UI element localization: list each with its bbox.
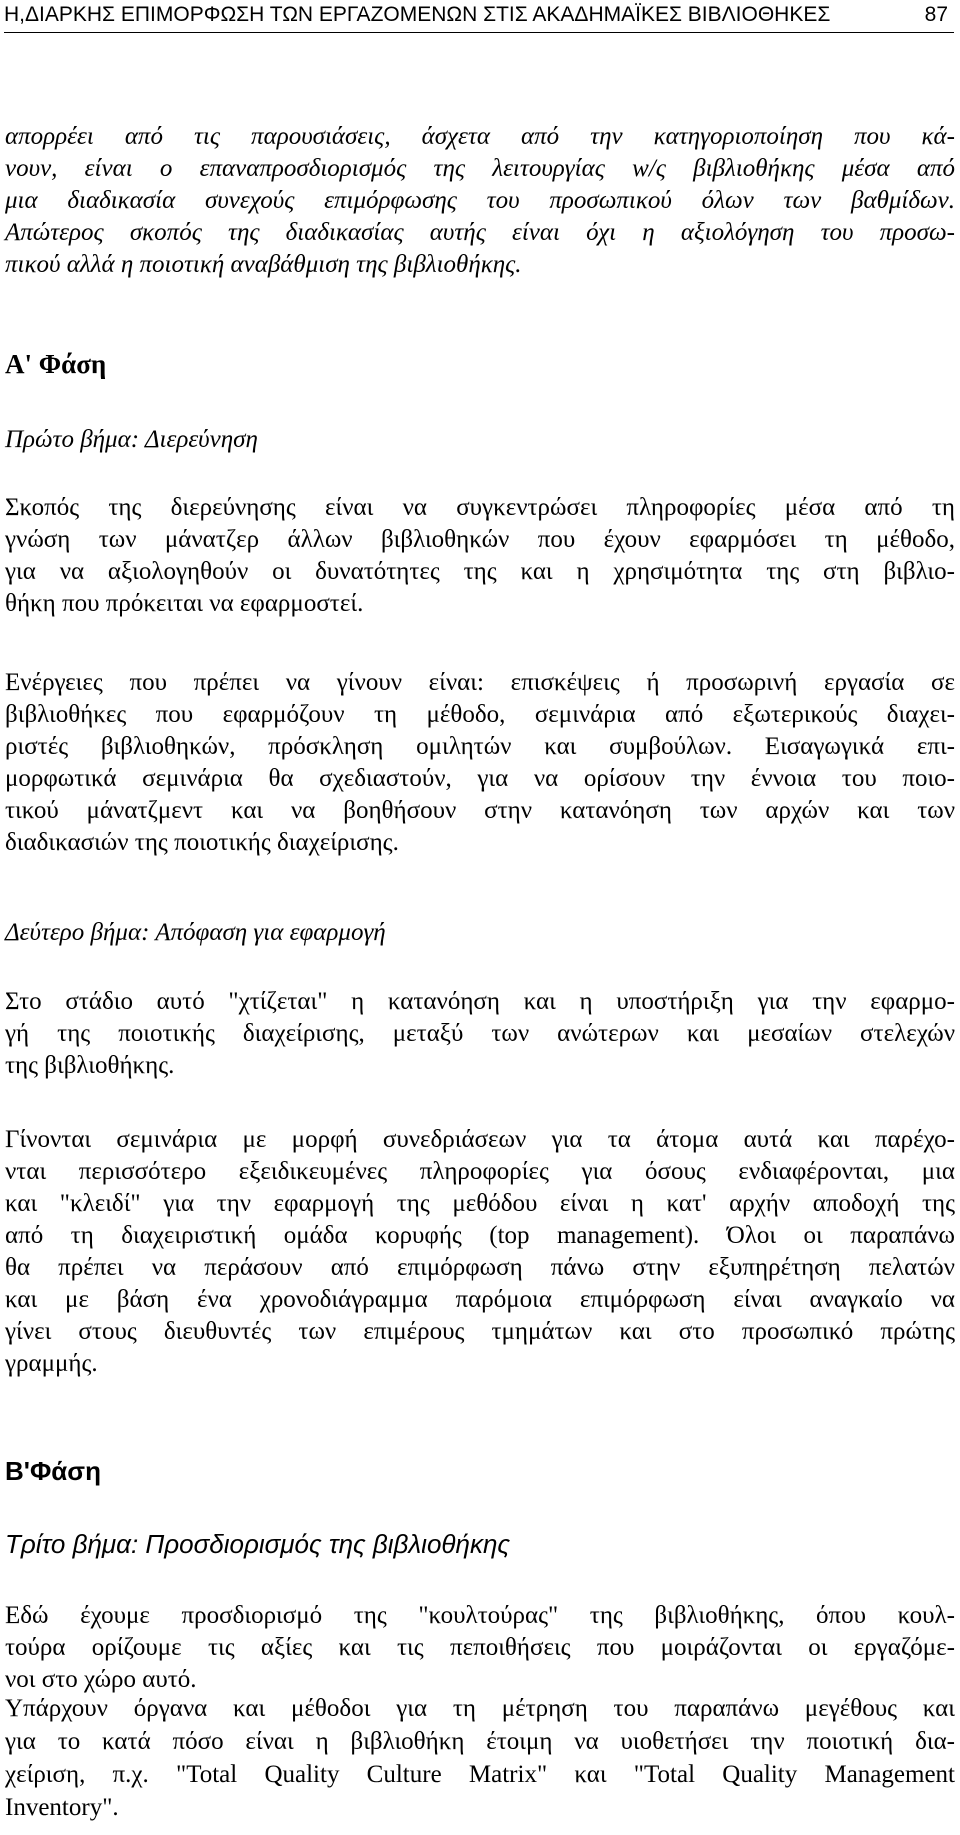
- text-line: Εδώ έχουμε προσδιορισμό της "κουλτούρας" της βιβλιοθήκης, όπου κουλ-: [5, 1602, 955, 1629]
- text-line: Γίνονται σεμινάρια με μορφή συνεδριάσεων για τα άτομα αυτά και παρέχο-: [5, 1126, 955, 1153]
- text-line: θα πρέπει να περάσουν από επιμόρφωση πάνω στην εξυπηρέτηση πελατών: [5, 1254, 955, 1281]
- text-line: γραμμής.: [5, 1350, 98, 1377]
- text-line: χείριση, π.χ. "Total Quality Culture Matrix" και "Total Quality Management: [5, 1761, 955, 1788]
- step-3-paragraph-2: [5, 1692, 955, 1824]
- intro-paragraph: [5, 121, 955, 281]
- text-line: απορρέει από τις παρουσιάσεις, άσχετα από την κατηγοριοποίηση που κά-: [5, 123, 955, 150]
- text-line: γνώση των μάνατζερ άλλων βιβλιοθηκών που έχουν εφαρμόσει τη μέθοδο,: [5, 526, 955, 553]
- step-2-title: Δεύτερο βήμα: Απόφαση για εφαρμογή: [5, 919, 386, 946]
- running-header-title: Η,ΔΙΑΡΚΗΣ ΕΠΙΜΟΡΦΩΣΗ ΤΩΝ ΕΡΓΑΖΟΜΕΝΩΝ ΣΤΙΣ ΑΚΑΔΗΜΑΪΚΕΣ ΒΙΒΛΙΟΘΗΚΕΣ: [4, 3, 831, 26]
- text-line: μια διαδικασία συνεχούς επιμόρφωσης του προσωπικού όλων των βαθμίδων.: [5, 187, 955, 214]
- text-line: μορφωτικά σεμινάρια θα σχεδιαστούν, για να ορίσουν την έννοια του ποιο-: [5, 765, 955, 792]
- step-2-paragraph-2: [5, 1124, 955, 1380]
- text-line: για το κατά πόσο είναι η βιβλιοθήκη έτοιμη να υιοθετήσει την ποιοτική δια-: [5, 1728, 955, 1755]
- text-line: νται περισσότερο εξειδικευμένες πληροφορίες για όσους ενδιαφέρονται, μια: [5, 1158, 955, 1185]
- text-line: τικού μάνατζμεντ και να βοηθήσουν στην κατανόηση των αρχών και των: [5, 797, 955, 824]
- text-line: Υπάρχουν όργανα και μέθοδοι για τη μέτρηση του παραπάνω μεγέθους και: [5, 1695, 955, 1722]
- text-line: για να αξιολογηθούν οι δυνατότητες της και η χρησιμότητα της στη βιβλιο-: [5, 558, 955, 585]
- step-1-paragraph-1: [5, 492, 955, 620]
- text-line: πικού αλλά η ποιοτική αναβάθμιση της βιβλιοθήκης.: [5, 251, 522, 278]
- text-line: γή της ποιοτικής διαχείρισης, μεταξύ των ανώτερων και μεσαίων στελεχών: [5, 1020, 955, 1047]
- text-line: γίνει στους διευθυντές των επιμέρους τμημάτων και στο προσωπικό πρώτης: [5, 1318, 955, 1345]
- phase-a-heading: Α' Φάση: [5, 349, 107, 379]
- text-line: της βιβλιοθήκης.: [5, 1052, 175, 1079]
- step-3-paragraph-1: [5, 1600, 955, 1696]
- text-line: ριστές βιβλιοθηκών, πρόσκληση ομιλητών και συμβούλων. Εισαγωγικά επι-: [5, 733, 955, 760]
- text-line: Inventory".: [5, 1794, 119, 1821]
- text-line: Στο στάδιο αυτό "χτίζεται" η κατανόηση και η υποστήριξη για την εφαρμο-: [5, 988, 955, 1015]
- text-line: Ενέργειες που πρέπει να γίνουν είναι: επισκέψεις ή προσωρινή εργασία σε: [5, 669, 955, 696]
- text-line: βιβλιοθήκες που εφαρμόζουν τη μέθοδο, σεμινάρια από εξωτερικούς διαχει-: [5, 701, 955, 728]
- step-2-paragraph-1: [5, 986, 955, 1082]
- phase-b-heading: Β'Φάση: [5, 1456, 101, 1486]
- page-number: 87: [924, 3, 948, 26]
- text-line: νουν, είναι ο επαναπροσδιορισμός της λειτουργίας w/ς βιβλιοθήκης μέσα από: [5, 155, 955, 182]
- step-3-title: Τρίτο βήμα: Προσδιορισμός της βιβλιοθήκης: [5, 1529, 511, 1559]
- text-line: διαδικασιών της ποιοτικής διαχείρισης.: [5, 829, 399, 856]
- text-line: και με βάση ένα χρονοδιάγραμμα παρόμοια επιμόρφωση είναι αναγκαίο να: [5, 1286, 955, 1313]
- text-line: και "κλειδί" για την εφαρμογή της μεθόδου είναι η κατ' αρχήν αποδοχή της: [5, 1190, 955, 1217]
- text-line: Απώτερος σκοπός της διαδικασίας αυτής είναι όχι η αξιολόγηση του προσω-: [5, 219, 955, 246]
- text-line: νοι στο χώρο αυτό.: [5, 1666, 197, 1693]
- text-line: τούρα ορίζουμε τις αξίες και τις πεποιθήσεις που μοιράζονται οι εργαζόμε-: [5, 1634, 955, 1661]
- text-line: Σκοπός της διερεύνησης είναι να συγκεντρώσει πληροφορίες μέσα από τη: [5, 494, 955, 521]
- text-line: θήκη που πρόκειται να εφαρμοστεί.: [5, 590, 364, 617]
- step-1-paragraph-2: [5, 667, 955, 859]
- running-header: [4, 0, 954, 33]
- text-line: από τη διαχειριστική ομάδα κορυφής (top management). Όλοι οι παραπάνω: [5, 1222, 955, 1249]
- step-1-title: Πρώτο βήμα: Διερεύνηση: [5, 426, 258, 453]
